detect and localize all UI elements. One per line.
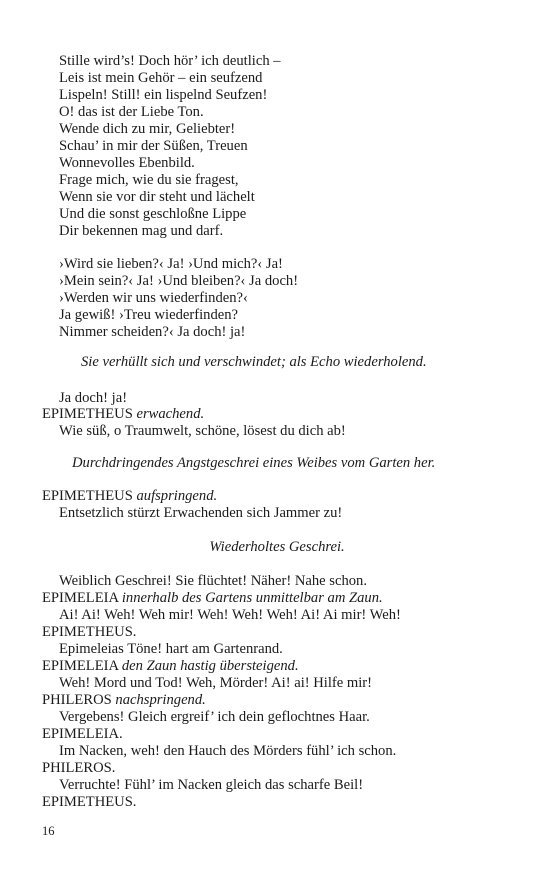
verse-line: Wie süß, o Traumwelt, schöne, lösest du dich ab! [59,423,346,439]
stage-direction: Durchdringendes Angstgeschrei eines Weibes vom Garten her. [72,455,436,471]
verse-line: Dir bekennen mag und darf. [59,223,224,239]
speaker-direction: aufspringend. [136,488,218,504]
verse-line: Entsetzlich stürzt Erwachenden sich Jammer zu! [59,505,343,521]
speaker-line [0,488,217,505]
speaker-direction: innerhalb des Gartens unmittelbar am Zaun. [121,590,383,606]
verse-line: Ja doch! ja! [59,390,128,406]
verse-line: Nimmer scheiden?‹ Ja doch! ja! [59,324,246,340]
speaker-name: PHILEROS [42,692,112,708]
speaker-line [0,658,299,675]
speaker-direction: nachspringend. [115,692,206,708]
verse-line: Vergebens! Gleich ergreif’ ich dein geflochtnes Haar. [59,709,370,725]
verse-line: Weh! Mord und Tod! Weh, Mörder! Ai! ai! Hilfe mir! [59,675,373,691]
verse-line: Ja gewiß! ›Treu wiederfinden? [59,307,238,323]
verse-line: Ai! Ai! Weh! Weh mir! Weh! Weh! Weh! Ai! Ai mir! Weh! [59,607,401,623]
verse-line: Im Nacken, weh! den Hauch des Mörders fühl’ ich schon. [59,743,397,759]
speaker-line [0,406,204,423]
verse-line: Und die sonst geschloßne Lippe [59,206,247,222]
speaker-direction: erwachend. [136,406,205,422]
speaker-name: EPIMETHEUS [42,406,133,422]
verse-line: Wenn sie vor dir steht und lächelt [59,189,255,205]
speaker-name: EPIMELEIA. [42,726,123,742]
verse-line: O! das ist der Liebe Ton. [59,104,204,120]
speaker-line [0,590,383,607]
verse-line: Weiblich Geschrei! Sie flüchtet! Näher! Nahe schon. [59,573,368,589]
speaker-name: EPIMETHEUS. [42,624,137,640]
speaker-name: EPIMELEIA [42,658,119,674]
speaker-name: EPIMETHEUS [42,488,133,504]
stage-direction: Wiederholtes Geschrei. [209,539,345,555]
verse-line: Epimeleias Töne! hart am Gartenrand. [59,641,283,657]
speaker-name: EPIMELEIA [42,590,119,606]
verse-line: Frage mich, wie du sie fragest, [59,172,239,188]
speaker-name: EPIMETHEUS. [42,794,137,810]
verse-line: Verruchte! Fühl’ im Nacken gleich das scharfe Beil! [59,777,364,793]
verse-line: Lispeln! Still! ein lispelnd Seufzen! [59,87,268,103]
verse-line: Schau’ in mir der Süßen, Treuen [59,138,248,154]
verse-line: ›Mein sein?‹ Ja! ›Und bleiben?‹ Ja doch! [59,273,299,289]
speaker-name: PHILEROS. [42,760,116,776]
stage-direction: Sie verhüllt sich und verschwindet; als Echo wiederholend. [81,354,427,370]
verse-line: Wende dich zu mir, Geliebter! [59,121,236,137]
verse-line: Leis ist mein Gehör – ein seufzend [59,70,263,86]
verse-line: Stille wird’s! Doch hör’ ich deutlich – [59,53,281,69]
speaker-line [0,692,206,709]
page-number: 16 [42,824,55,838]
verse-line: ›Wird sie lieben?‹ Ja! ›Und mich?‹ Ja! [59,256,283,272]
speaker-direction: den Zaun hastig übersteigend. [121,658,299,674]
verse-line: ›Werden wir uns wiederfinden?‹ [59,290,248,306]
verse-line: Wonnevolles Ebenbild. [59,155,195,171]
